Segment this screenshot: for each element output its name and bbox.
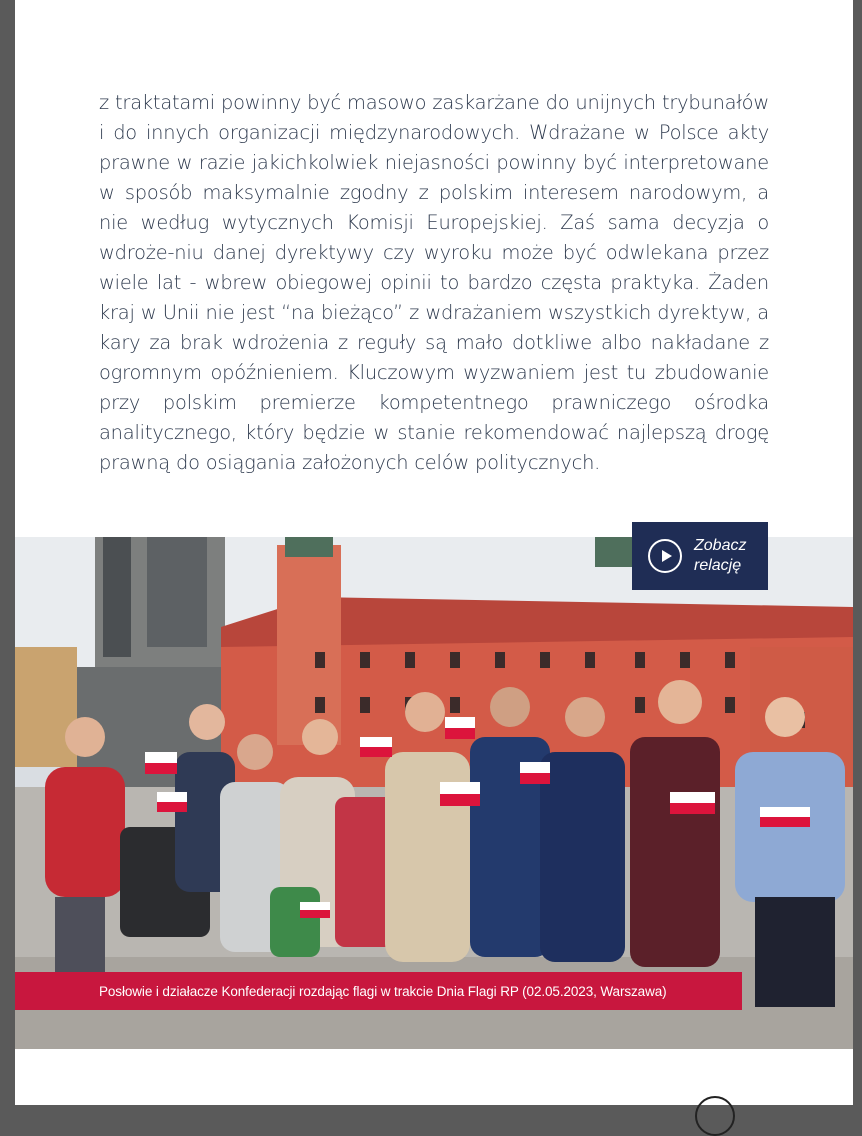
watch-report-label	[694, 536, 746, 576]
photo-caption: Posłowie i działacze Konfederacji rozdając flagi w trakcie Dnia Flagi RP (02.05.2023, Warszawa)	[15, 972, 742, 1010]
document-page	[15, 0, 853, 1105]
body-paragraph: z traktatami powinny być masowo zaskarżane do unijnych trybunałów i do innych organizacji międzynarodowych. Wdrażane w Polsce akty prawne w razie jakichkolwiek niejasności powinny być interpretowane w sposób maksymalnie zgodny z polskim interesem narodowym, a nie według wytycznych Komisji Europejskiej. Zaś sama decyzja o wdroże-niu danej dyrektywy czy wyroku może być odwlekana przez wiele lat - wbrew obiegowej opinii to bardzo częsta praktyka. Żaden kraj w Unii nie jest “na bieżąco” z wdrażaniem wszystkich dyrektyw, a kary za brak wdrożenia z reguły są mało dotkliwe albo nakładane z ogromnym opóźnieniem. Kluczowym wyzwaniem jest tu zbudowanie przy polskim premierze kompetentnego prawniczego ośrodka analitycznego, który będzie w stanie rekomendować najlepszą drogę prawną do osiągania założonych celów politycznych.	[99, 91, 769, 474]
watch-report-line1: Zobacz	[694, 537, 747, 554]
watch-report-button[interactable]	[632, 522, 768, 590]
circle-icon	[695, 1096, 735, 1136]
watch-report-line2: relację	[694, 557, 742, 574]
play-circle-icon	[648, 539, 682, 573]
